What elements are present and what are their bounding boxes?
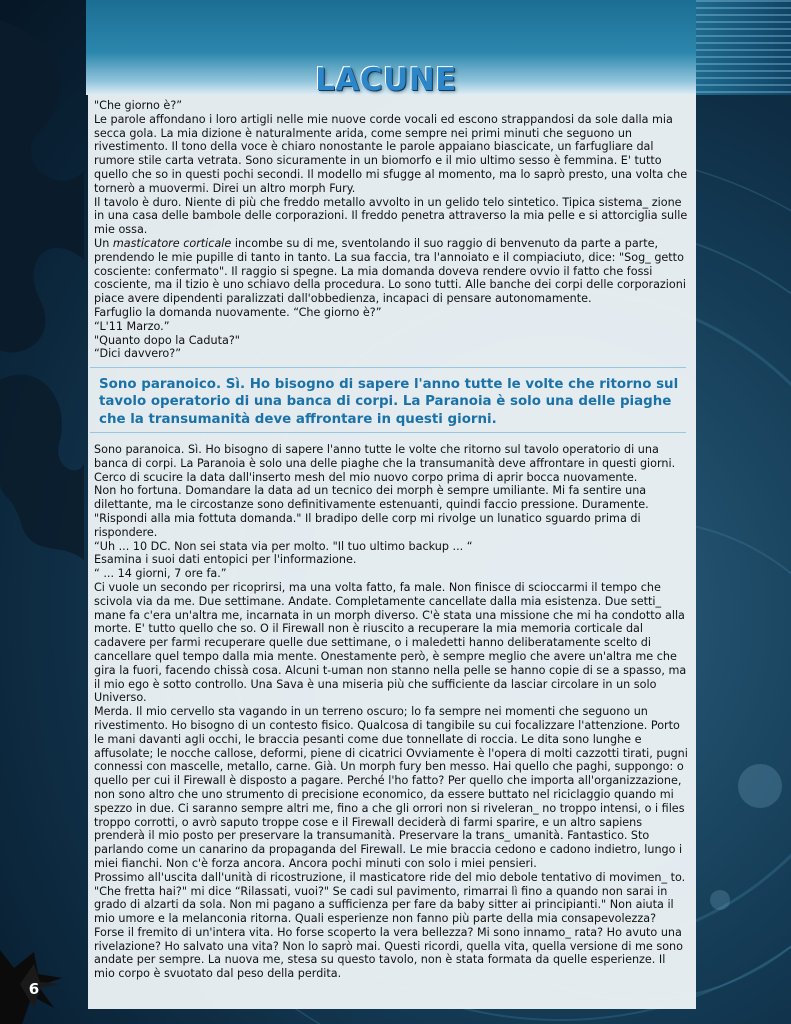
- tribal-swirl-icon: [0, 20, 84, 560]
- paragraph: "Che giorno è?”: [94, 99, 183, 112]
- paragraph: Farfuglio la domanda nuovamente. “Che giorno è?”: [94, 305, 382, 319]
- text-run: incombe su di me, sventolando il suo raggio di benvenuto da parte a parte, prendendo le mie pupille di tanto in tanto. La sua faccia, tra l'annoiato e il compiaciuto, dice: "Sog_ getto cosciente: confermato". Il raggio si spegne. La mia domanda doveva rendere ovvio il fatto che fossi cosciente, ma il tizio è uno schiavo della procedura. Lo sono tutti. Alle banche dei corpi delle corporazioni piace avere dipendenti paralizzati dall'obbedienza, incapaci di pensare autonomamente.: [94, 236, 686, 306]
- emphasis-text: masticatore corticale: [112, 236, 232, 250]
- main-text-block: [94, 443, 688, 981]
- paragraph: "Quanto dopo la Caduta?": [94, 333, 240, 347]
- page-title: LACUNE: [315, 62, 457, 98]
- paragraph: Il tavolo è duro. Niente di più che freddo metallo avvolto in un gelido telo sintetico. Tipica sistema_ zione in una casa delle bambole delle corporazioni. Il freddo penetra attraverso la mia pelle e si attorciglia sulle mie ossa.: [94, 195, 688, 237]
- paragraph: “L'11 Marzo.”: [94, 319, 170, 333]
- paragraph: Ci vuole un secondo per ricoprirsi, ma una volta fatto, fa male. Non finisce di scioccarmi il tempo che scivola via da me. Due settimane. Andate. Completamente cancellate dalla mia esistenza. Due setti_ mane fa c'era un'altra me, incarnata in un morph diverso. C'è stata una missione che mi ha condotto alla morte. E' tutto quello che so. O il Firewall non è riuscito a recuperare la mia memoria corticale dal cadavere per farmi recuperare quelle due settimane, o i maledetti hanno deliberatamente scelto di cancellare quel tempo dalla mia mente. Onestamente però, è sempre meglio che avere un'altra me che gira la fuori, facendo chissà cosa. Alcuni t-uman non stanno nella pelle se hanno copie di se a spasso, ma il mio ego è sotto controllo. Una Sava è una miseria più che sufficiente da lasciar circolare in un solo Universo.: [94, 580, 687, 705]
- paragraph: Esamina i suoi dati entopici per l'informazione.: [94, 553, 357, 567]
- text-run: Un: [94, 236, 113, 250]
- paragraph: Prossimo all'uscita dall'unità di ricostruzione, il masticatore ride del mio debole tentativo di movimen_ to. "Che fretta hai?" mi dice “Rilassati, vuoi?" Se cadi sul pavimento, rimarrai lì fino a quando non sarai in grado di alzarti da sola. Non mi pagano a sufficienza per fare da baby sitter ai principianti." Non aiuta il mio umore e la melanconia ritorna. Quali esperienze non fanno più parte della mia consapevolezza? Forse il fremito di un'intera vita. Ho forse scoperto la vera bellezza? Mi sono innamo_ rata? Ho avuto una rivelazione? Ho salvato una vita? Non lo saprò mai. Questi ricordi, quella vita, quella versione di me sono andate per sempre. La nuova me, stesa su questo tavolo, non è stata formata da quelle esperienze. Il mio corpo è svuotato dal peso della perdita.: [94, 870, 686, 981]
- paragraph: “ ... 14 giorni, 7 ore fa.”: [94, 567, 227, 581]
- paragraph: Sono paranoica. Sì. Ho bisogno di sapere l'anno tutte le volte che ritorno sul tavolo operatorio di una banca di corpi. La Paranoia è solo una delle piaghe che la transumanità deve affrontare in questi giorni.: [94, 443, 676, 470]
- intro-text-block: [94, 99, 688, 361]
- paragraph: Merda. Il mio cervello sta vagando in un terreno oscuro; lo fa sempre nei momenti che seguono un rivestimento. Ho bisogno di un contesto fisico. Qualcosa di tangibile su cui focalizzare l'attenzione. Porto le mani davanti agli occhi, le braccia pesanti come due tonnellate di roccia. Le dita sono lunghe e affusolate; le nocche callose, deformi, piene di cicatrici Ovviamente è l'opera di molti cazzotti tirati, pugni connessi con mascelle, metallo, carne. Già. Un morph fury ben messo. Hai quello che paghi, suppongo: o quello per cui il Firewall è disposto a pagare. Perché l'ho fatto? Per quello che importa all'organizzazione, non sono altro che uno strumento di precisione economico, da essere buttato nel riciclaggio quando mi spezzo in due. Ci saranno sempre altri me, fino a che gli orrori non si riveleran_ no troppo intensi, o i files troppo corrotti, o avrò saputo troppe cose e il Firewall deciderà di farmi sparire, e un altro sapiens prenderà il mio posto per preservare la transumanità. Preservare la trans_ umanità. Fantastico. Sto parlando come un canarino da propaganda del Firewall. Le mie braccia cedono e cadono indietro, lungo i miei fianchi. Non c'è forza ancora. Ancora pochi minuti con solo i miei pensieri.: [94, 705, 688, 870]
- paragraph: “Dici davvero?”: [94, 347, 182, 361]
- paragraph: Cerco di scucire la data dall'inserto mesh del mio nuovo corpo prima di aprir bocca nuovamente.: [94, 470, 638, 484]
- paragraph: [94, 237, 688, 306]
- paragraph: Le parole affondano i loro artigli nelle mie nuove corde vocali ed escono strappandosi da sole dalla mia secca gola. La mia dizione è naturalmente arida, come sempre nei primi minuti che seguono un rivestimento. Il tono della voce è chiaro nonostante le parole appaiano biascicate, un farfugliare dal rumore stile carta vetrata. Sono sicuramente in un biomorfo e il mio ultimo sesso è femmina. E' tutto quello che so in questi pochi secondi. Il modello mi sfugge al momento, ma lo saprò presto, una volta che tornerò a muovermi. Direi un altro morph Fury.: [94, 112, 688, 195]
- header-stripes: [696, 0, 791, 95]
- page-number: 6: [28, 980, 40, 998]
- paragraph: “Uh ... 10 DC. Non sei stata via per molto. "Il tuo ultimo backup ... “: [94, 539, 473, 553]
- paragraph: Non ho fortuna. Domandare la data ad un tecnico dei morph è sempre umiliante. Mi fa sentire una dilettante, ma le circostanze sono definitivamente estenuanti, quindi faccio pressione. Duramente. "Rispondi alla mia fottuta domanda." Il bradipo delle corp mi rivolge un lunatico sguardo prima di rispondere.: [94, 484, 649, 539]
- pull-quote: Sono paranoico. Sì. Ho bisogno di sapere l'anno tutte le volte che ritorno sul tavolo operatorio di una banca di corpi. La Paranoia è solo una delle piaghe che la transumanità deve affrontare in questi giorni.: [99, 377, 679, 427]
